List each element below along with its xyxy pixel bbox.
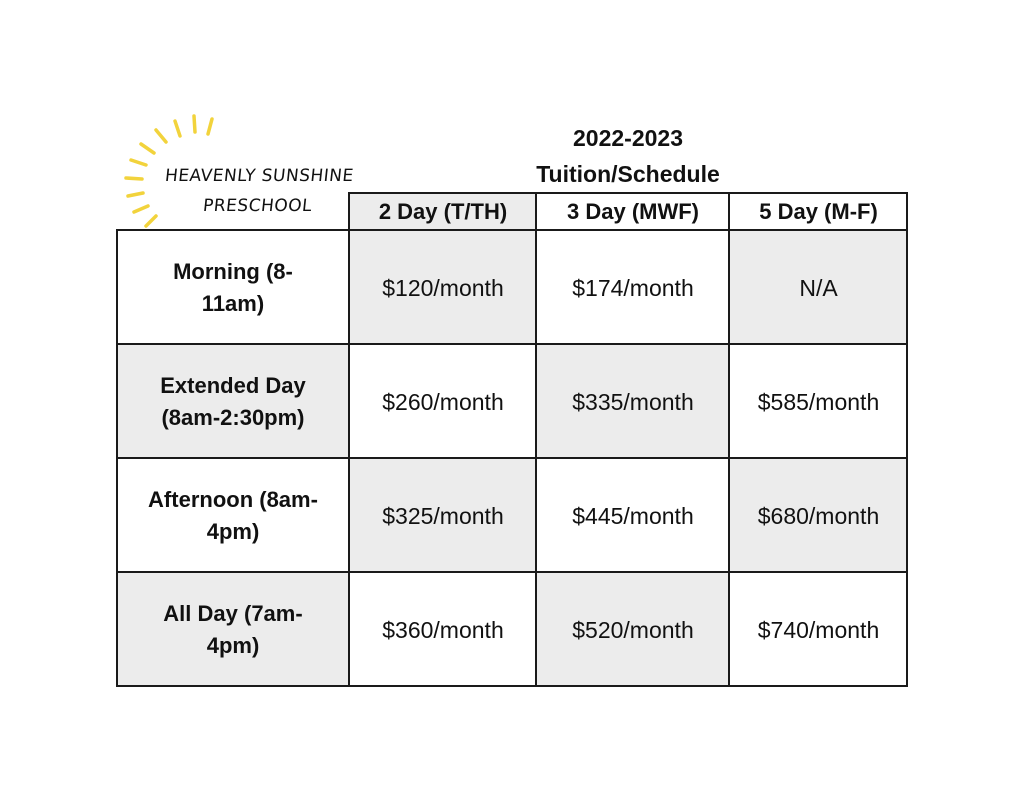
column-header: 2 Day (T/TH) <box>350 193 536 230</box>
row-label-line: Extended Day <box>160 372 306 398</box>
logo-text-preschool: PRESCHOOL <box>201 196 314 216</box>
table-border <box>116 685 908 687</box>
price-cell: $360/month <box>382 616 504 643</box>
price-cell: $260/month <box>382 388 504 415</box>
table-border <box>116 571 908 573</box>
row-label-line: 11am) <box>201 290 265 316</box>
logo-text-name: HEAVENLY SUNSHINE <box>163 166 355 186</box>
price-cell: $335/month <box>537 345 729 458</box>
table-border <box>116 229 908 231</box>
table-border <box>116 343 908 345</box>
price-cell: $585/month <box>757 388 880 415</box>
row-label-line: All Day (7am- <box>163 600 303 626</box>
table-border <box>348 192 350 687</box>
table-border <box>349 192 908 194</box>
row-label <box>117 573 349 686</box>
row-label-line: Afternoon (8am- <box>148 486 318 512</box>
row-label-line: Morning (8- <box>173 258 293 284</box>
row-label <box>117 345 349 458</box>
table-border <box>906 192 908 687</box>
column-header: 3 Day (MWF) <box>567 198 699 224</box>
price-cell: $520/month <box>537 573 729 686</box>
price-cell: $445/month <box>572 502 694 529</box>
price-cell: $680/month <box>730 459 907 572</box>
price-cell: N/A <box>730 231 907 344</box>
title-heading: Tuition/Schedule <box>536 161 720 187</box>
table-border <box>116 457 908 459</box>
row-label-line: (8am-2:30pm) <box>161 404 305 430</box>
table-border <box>535 192 537 687</box>
price-cell: $120/month <box>350 231 536 344</box>
row-label-line: 4pm) <box>206 632 260 658</box>
price-cell: $174/month <box>572 274 694 301</box>
row-label <box>117 231 349 344</box>
row-label-line: 4pm) <box>206 518 260 544</box>
column-header: 5 Day (M-F) <box>759 198 878 224</box>
table-border <box>116 229 118 687</box>
table-border <box>728 192 730 687</box>
price-cell: $325/month <box>350 459 536 572</box>
preschool-logo <box>120 108 355 238</box>
row-label <box>117 459 349 572</box>
title-year: 2022-2023 <box>573 125 683 151</box>
price-cell: $740/month <box>757 616 880 643</box>
